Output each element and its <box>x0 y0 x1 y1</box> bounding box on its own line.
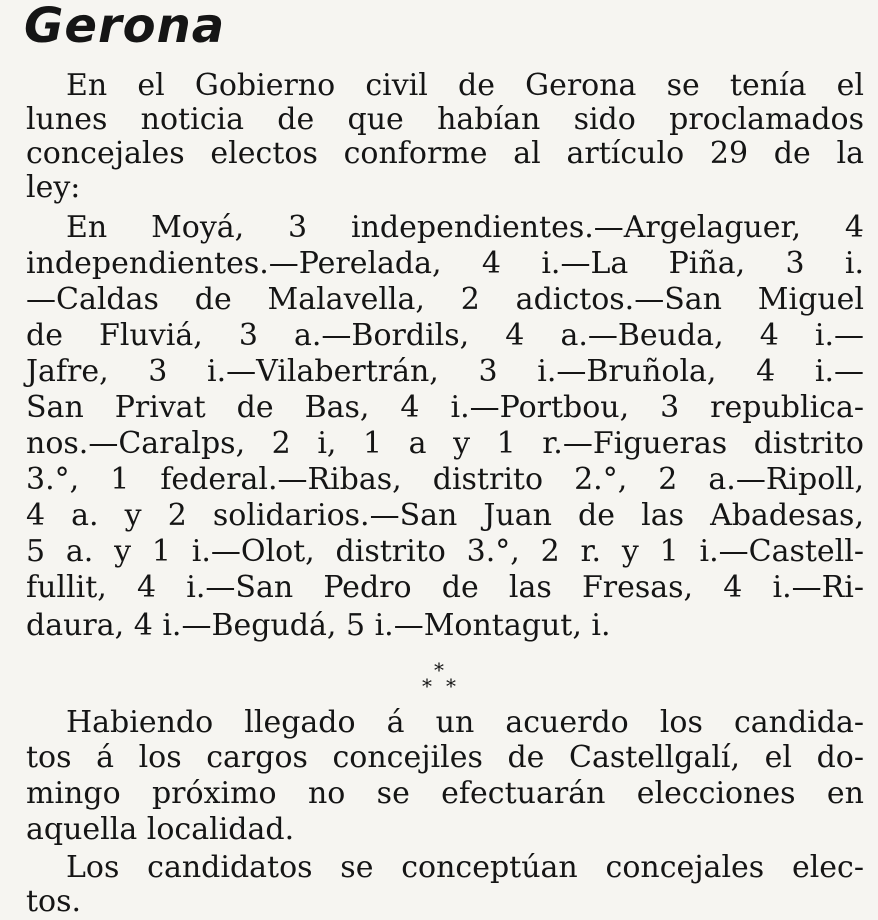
paragraph-line: concejales electos conforme al artículo 29 de la <box>26 136 864 171</box>
paragraph-line: tos á los cargos concejiles de Castellgalí, el do- <box>26 740 864 775</box>
paragraph-line: aquella localidad. <box>26 812 295 847</box>
paragraph-line: ley: <box>26 170 81 205</box>
paragraph-line: tos. <box>26 884 82 919</box>
article-headline: Gerona <box>24 0 226 54</box>
paragraph-line: En el Gobierno civil de Gerona se tenía el <box>66 68 864 103</box>
paragraph-line: 5 a. y 1 i.—Olot, distrito 3.°, 2 r. y 1 i.—Castell- <box>26 534 864 569</box>
paragraph-line: independientes.—Perelada, 4 i.—La Piña, 3 i. <box>26 246 864 281</box>
paragraph-line: San Privat de Bas, 4 i.—Portbou, 3 republica- <box>26 390 864 425</box>
paragraph-line: Jafre, 3 i.—Vilabertrán, 3 i.—Bruñola, 4 i.— <box>26 354 864 389</box>
paragraph-line: En Moyá, 3 independientes.—Argelaguer, 4 <box>66 210 864 245</box>
paragraph-line: de Fluviá, 3 a.—Bordils, 4 a.—Beuda, 4 i.— <box>26 318 864 353</box>
paragraph-line: daura, 4 i.—Begudá, 5 i.—Montagut, i. <box>26 608 611 643</box>
paragraph-line: Habiendo llegado á un acuerdo los candida- <box>66 705 864 740</box>
paragraph-line: Los candidatos se conceptúan concejales elec- <box>66 850 864 885</box>
paragraph-line: mingo próximo no se efectuarán elecciones en <box>26 776 864 811</box>
paragraph-line: lunes noticia de que habían sido proclamados <box>26 102 864 137</box>
paragraph-line: 3.°, 1 federal.—Ribas, distrito 2.°, 2 a.—Ripoll, <box>26 462 864 497</box>
section-separator-asterism: * * * <box>422 658 456 698</box>
paragraph-line: fullit, 4 i.—San Pedro de las Fresas, 4 i.—Ri- <box>26 570 864 605</box>
paragraph-line: —Caldas de Malavella, 2 adictos.—San Miguel <box>26 282 864 317</box>
paragraph-line: nos.—Caralps, 2 i, 1 a y 1 r.—Figueras distrito <box>26 426 864 461</box>
paragraph-line: 4 a. y 2 solidarios.—San Juan de las Abadesas, <box>26 498 864 533</box>
